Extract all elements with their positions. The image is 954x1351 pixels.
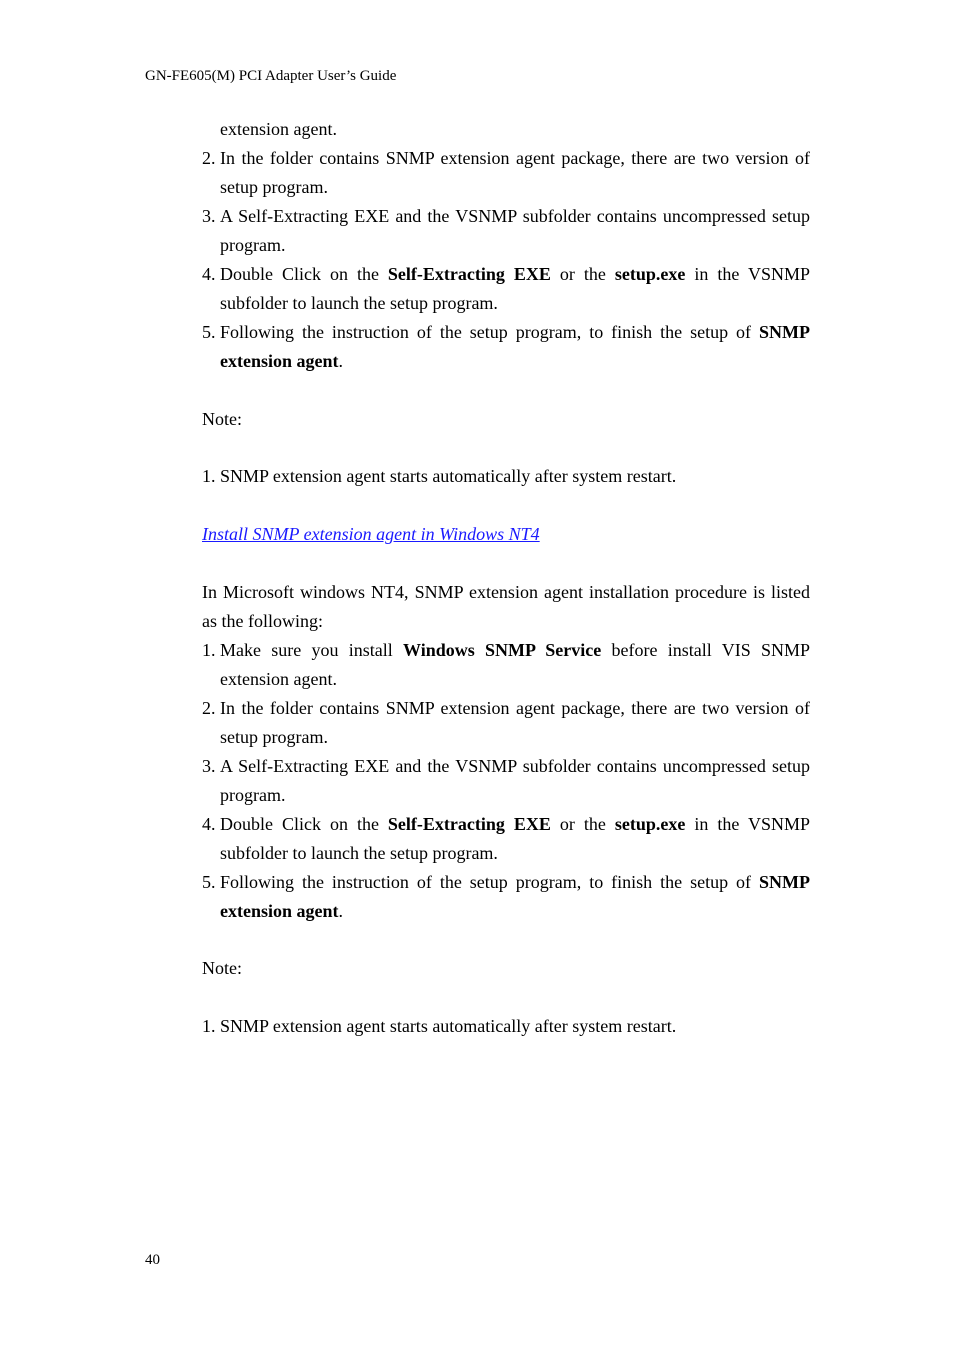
list-text: Make sure you install bbox=[220, 639, 404, 660]
list-text: before install VIS SNMP extension agent. bbox=[220, 639, 811, 689]
bold-text: setup.exe bbox=[614, 813, 686, 834]
list-number: 3. bbox=[202, 206, 216, 226]
list-item bbox=[202, 202, 810, 260]
list-number: 3. bbox=[202, 755, 216, 776]
bold-text: Windows SNMP Service bbox=[403, 639, 602, 660]
list-item bbox=[202, 318, 810, 376]
list-number: 2. bbox=[202, 148, 216, 168]
list-text: or the bbox=[550, 813, 615, 834]
list-text: Following the instruction of the setup program, to finish the setup of bbox=[220, 871, 759, 892]
note-item: 1. SNMP extension agent starts automatically after system restart. bbox=[202, 1016, 677, 1037]
page-header-title: GN-FE605(M) PCI Adapter User’s Guide bbox=[145, 68, 397, 84]
page-number: 40 bbox=[145, 1252, 160, 1268]
list-text: Double Click on the bbox=[220, 813, 388, 834]
list-text: . bbox=[338, 900, 343, 921]
document-body bbox=[202, 115, 810, 1041]
list-text: or the bbox=[550, 264, 615, 284]
bold-text: Self-Extracting EXE bbox=[387, 264, 551, 284]
list-number: 1. bbox=[202, 639, 216, 660]
list-text: In the folder contains SNMP extension agent package, there are two version of setup program. bbox=[220, 148, 810, 197]
list-text: In the folder contains SNMP extension agent package, there are two version of setup program. bbox=[220, 697, 810, 747]
list-item-continuation: extension agent. bbox=[220, 119, 337, 139]
bold-text: setup.exe bbox=[614, 264, 686, 284]
list-number: 5. bbox=[202, 871, 216, 892]
list-item bbox=[202, 810, 810, 868]
list-item bbox=[202, 260, 810, 318]
list-item bbox=[202, 868, 810, 926]
list-text: in the VSNMP subfolder to launch the setup program. bbox=[220, 264, 811, 313]
list-item bbox=[202, 694, 810, 752]
section-link-install-nt4[interactable]: Install SNMP extension agent in Windows NT4 bbox=[202, 524, 540, 545]
list-text: in the VSNMP subfolder to launch the setup program. bbox=[220, 813, 811, 863]
list-text: Following the instruction of the setup program, to finish the setup of bbox=[220, 322, 759, 342]
intro-paragraph: In Microsoft windows NT4, SNMP extension agent installation procedure is listed as the following: bbox=[202, 581, 810, 631]
list-number: 4. bbox=[202, 264, 216, 284]
bold-text: Self-Extracting EXE bbox=[387, 813, 551, 834]
section-heading bbox=[202, 520, 810, 549]
list-text: Double Click on the bbox=[220, 264, 388, 284]
list-item bbox=[202, 144, 810, 202]
list-text: A Self-Extracting EXE and the VSNMP subfolder contains uncompressed setup program. bbox=[220, 755, 810, 805]
bold-text: SNMP extension agent bbox=[220, 871, 810, 921]
note-label: Note: bbox=[202, 958, 242, 979]
list-number: 4. bbox=[202, 813, 216, 834]
bold-text: SNMP extension agent bbox=[220, 322, 810, 371]
note-label: Note: bbox=[202, 408, 242, 429]
list-text: A Self-Extracting EXE and the VSNMP subfolder contains uncompressed setup program. bbox=[220, 206, 810, 255]
list-item bbox=[202, 752, 810, 810]
list-text: . bbox=[338, 351, 343, 371]
note-item: 1. SNMP extension agent starts automatically after system restart. bbox=[202, 466, 677, 487]
list-number: 5. bbox=[202, 322, 216, 342]
list-number: 2. bbox=[202, 697, 216, 718]
list-item bbox=[202, 636, 810, 694]
